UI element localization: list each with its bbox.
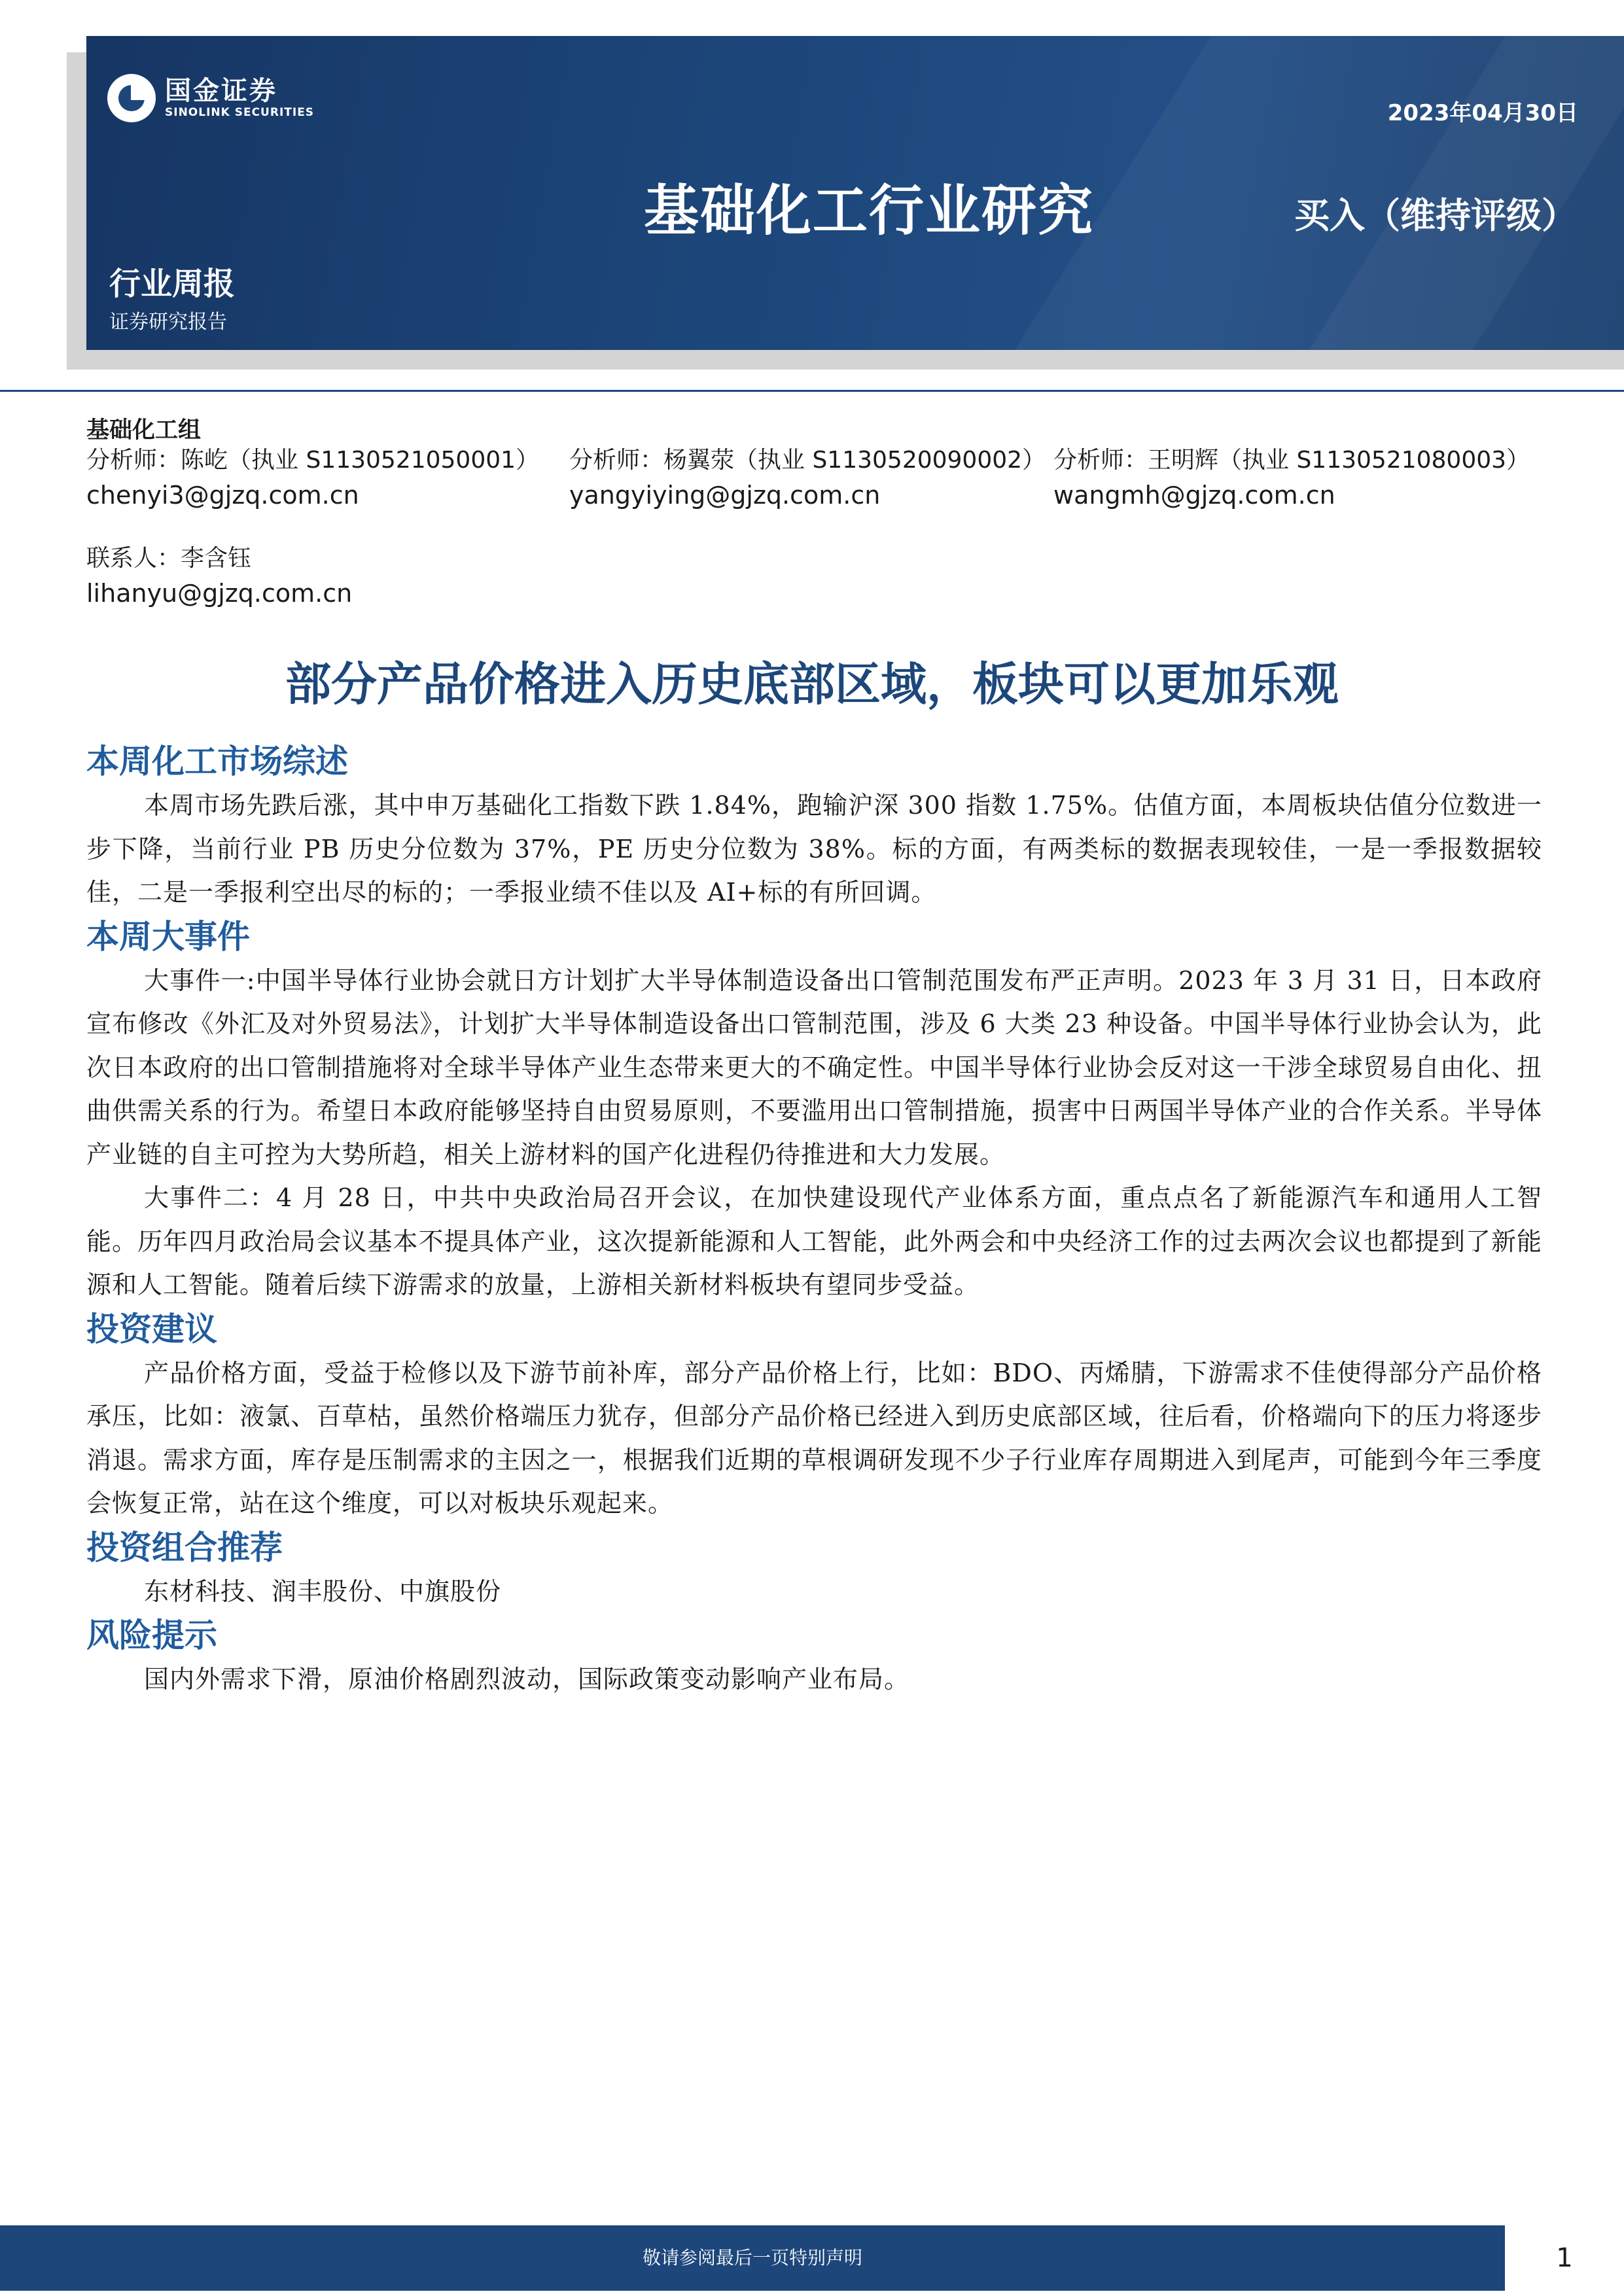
section-paragraph: 大事件一:中国半导体行业协会就日方计划扩大半导体制造设备出口管制范围发布严正声明。2023 年 3 月 31 日，日本政府宣布修改《外汇及对外贸易法》，计划扩大半导体制造设备出口管制范围，涉及 6 大类 23 种设备。中国半导体行业协会认为，此次日本政府的出口管制措施将对全球半导体产业生态带来更大的不确定性。中国半导体行业协会反对这一干涉全球贸易自由化、扭曲供需关系的行为。希望日本政府能够坚持自由贸易原则，不要滥用出口管制措施，损害中日两国半导体产业的合作关系。半导体产业链的自主可控为大势所趋，相关上游材料的国产化进程仍待推进和大力发展。 [86, 965, 1542, 1169]
section-title-risk: 风险提示 [86, 1616, 217, 1654]
analyst-card [1053, 445, 1530, 512]
section-paragraph: 国内外需求下滑，原油价格剧烈波动，国际政策变动影响产业布局。 [144, 1665, 910, 1694]
header-banner [86, 36, 1624, 350]
section-paragraph: 东材科技、润丰股份、中旗股份 [144, 1576, 502, 1606]
logo-mark-icon [107, 74, 156, 122]
analyst-email[interactable]: wangmh@gjzq.com.cn [1053, 481, 1335, 510]
analyst-group: 基础化工组 [86, 417, 202, 444]
analyst-email[interactable]: yangyiying@gjzq.com.cn [569, 481, 881, 510]
report-headline: 部分产品价格进入历史底部区域，板块可以更加乐观 [285, 657, 1339, 711]
contact-name: 联系人：李含钰 [86, 545, 252, 572]
footer-disclaimer[interactable]: 敬请参阅最后一页特别声明 [0, 2225, 1505, 2291]
section-paragraph: 大事件二：4 月 28 日，中共中央政治局召开会议，在加快建设现代产业体系方面，重点点名了新能源汽车和通用人工智能。历年四月政治局会议基本不提具体产业，这次提新能源和人工智能，此外两会和中央经济工作的过去两次会议也都提到了新能源和人工智能。随着后续下游需求的放量，上游相关新材料板块有望同步受益。 [86, 1183, 1542, 1299]
analyst-email[interactable]: chenyi3@gjzq.com.cn [86, 481, 359, 510]
section-paragraph: 本周市场先跌后涨，其中申万基础化工指数下跌 1.84%，跑输沪深 300 指数 1.75%。估值方面，本周板块估值分位数进一步下降，当前行业 PB 历史分位数为 37%，PE 历史分位数为 38%。标的方面，有两类标的数据表现较佳，一是一季报数据较佳，二是一季报利空出尽的标的；一季报业绩不佳以及 AI+标的有所回调。 [86, 791, 1542, 907]
section-title-portfolio: 投资组合推荐 [86, 1528, 283, 1567]
section-title-investment-advice: 投资建议 [86, 1310, 217, 1348]
report-date: 2023年04月30日 [1387, 100, 1578, 126]
analyst-name: 分析师：杨翼荥（执业 S1130520090002） [569, 447, 1046, 474]
report-body [86, 739, 1542, 1701]
company-logo [107, 74, 314, 122]
contact-email[interactable]: lihanyu@gjzq.com.cn [86, 579, 353, 608]
report-title: 基础化工行业研究 [644, 179, 1095, 243]
rating-badge: 买入（维持评级） [1294, 195, 1577, 236]
report-type: 行业周报 [109, 266, 236, 302]
section-title-market-review: 本周化工市场综述 [86, 742, 348, 780]
section-paragraph: 产品价格方面，受益于检修以及下游节前补库，部分产品价格上行，比如：BDO、丙烯腈，下游需求不佳使得部分产品价格承压，比如：液氯、百草枯，虽然价格端压力犹存，但部分产品价格已经进入到历史底部区域，往后看，价格端向下的压力将逐步消退。需求方面，库存是压制需求的主因之一，根据我们近期的草根调研发现不少子行业库存周期进入到尾声，可能到今年三季度会恢复正常，站在这个维度，可以对板块乐观起来。 [86, 1358, 1542, 1518]
header-divider [0, 390, 1624, 392]
logo-cn-text: 国金证券 [165, 76, 277, 106]
page-number: 1 [1505, 2225, 1624, 2291]
contact-card [86, 543, 352, 610]
analyst-card [569, 445, 1046, 512]
logo-en-text: SINOLINK SECURITIES [165, 106, 315, 119]
analyst-name: 分析师：陈屹（执业 S1130521050001） [86, 447, 540, 474]
analyst-name: 分析师：王明辉（执业 S1130521080003） [1053, 447, 1530, 474]
section-title-weekly-events: 本周大事件 [86, 917, 250, 956]
analyst-card [86, 445, 539, 512]
report-subtitle: 证券研究报告 [109, 311, 227, 334]
